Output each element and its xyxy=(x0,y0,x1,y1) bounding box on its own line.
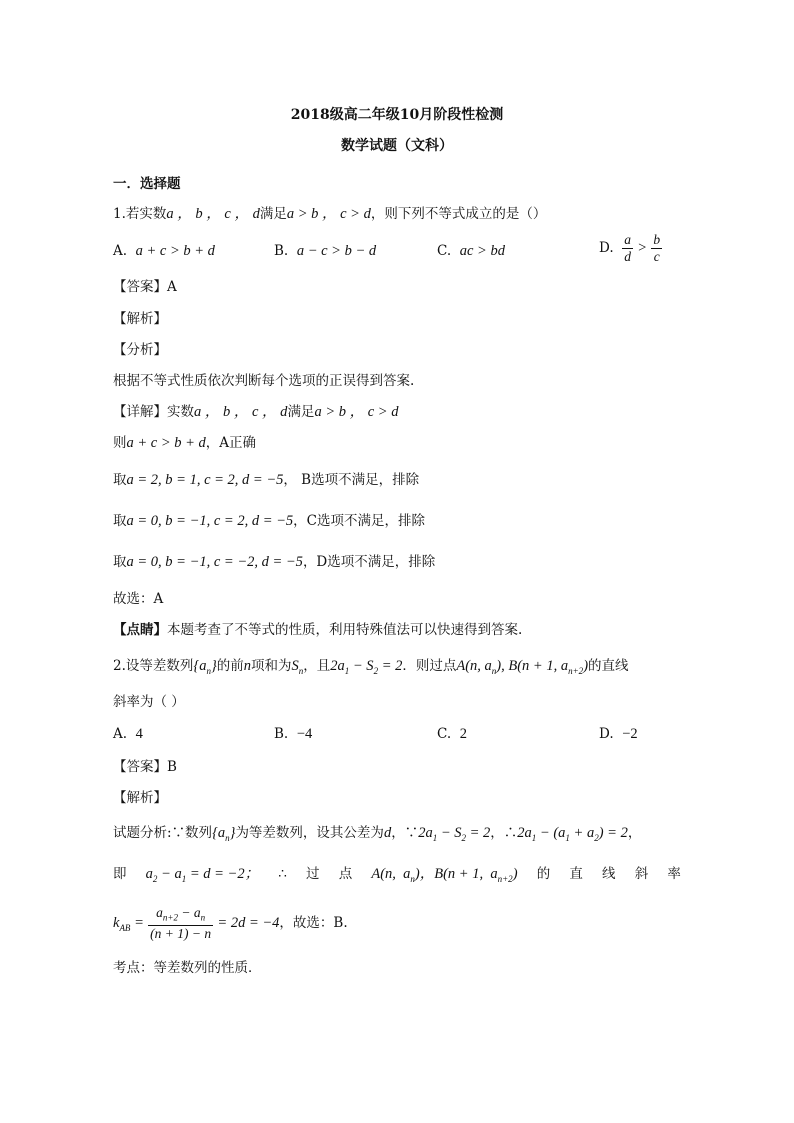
q1-line-c: 取a = 0, b = −1, c = 2, d = −5，C选项不满足，排除 xyxy=(113,513,425,529)
dianjing-text: 本题考查了不等式的性质，利用特殊值法可以快速得到答案. xyxy=(167,622,523,638)
page-title: 2018级高二年级10月阶段性检测 xyxy=(290,107,504,123)
math-expr: a = 0, b = −1, c = −2, d = −5 xyxy=(126,554,303,570)
q1-cond: a > b ， c > d xyxy=(286,206,371,222)
q1-analysis-label: 【解析】 xyxy=(113,311,167,327)
answer-label: 【答案】 xyxy=(113,279,167,295)
q1-stem-prefix: 1.若实数 xyxy=(113,206,167,222)
section-heading: 一．选择题 xyxy=(113,176,181,192)
q1-fenxi-label: 【分析】 xyxy=(113,342,167,358)
math-expr: a + c > b + d xyxy=(126,435,206,451)
detail-vars: a ， b ， c ， d xyxy=(194,404,288,420)
page-subtitle: 数学试题（文科） xyxy=(341,138,453,154)
q1-fenxi-text: 根据不等式性质依次判断每个选项的正误得到答案. xyxy=(113,373,415,389)
math-expr: a = 0, b = −1, c = 2, d = −5 xyxy=(126,513,294,529)
q2-option-a: A. 4 xyxy=(113,726,143,742)
q2-kaodian: 考点：等差数列的性质． xyxy=(113,960,262,976)
fraction: $\frac{a}{d}$ xyxy=(624,232,631,264)
math-expr: a = 2, b = 1, c = 2, d = −5 xyxy=(126,472,284,488)
q1-answer xyxy=(113,278,177,296)
fraction: $\frac{a_{n+2} - a_n}{(n + 1) - n}$ xyxy=(150,904,212,942)
option-letter: D. xyxy=(599,240,614,256)
detail-label: 【详解】 xyxy=(113,404,167,420)
q2-stem-line2: 斜率为（ ） xyxy=(113,694,185,710)
q1-option-b xyxy=(274,243,376,260)
q2-stem: 2.设等差数列$\{a_n\}$的前n项和为$S_n$，且$2a_1 - S_2 = 2$．则过点A(n, $a_n$), B(n + 1, $a_{n+2}$)的直线 xyxy=(113,658,629,676)
dianjing-label: 【点睛】 xyxy=(113,622,167,638)
q2-option-b: B. −4 xyxy=(274,726,313,742)
q1-vars: a ， b ， c ， d xyxy=(166,206,260,222)
q2-analysis-label: 【解析】 xyxy=(113,790,167,806)
q1-dianjing xyxy=(113,621,522,639)
q2-answer: 【答案】B xyxy=(113,759,177,775)
detail-cond: a > b ， c > d xyxy=(314,404,399,420)
fraction: $\frac{b}{c}$ xyxy=(653,232,661,264)
q1-line-d: 取a = 0, b = −1, c = −2, d = −5，D选项不满足，排除 xyxy=(113,554,436,570)
q2-option-c: C. 2 xyxy=(437,726,467,742)
option-expr: a + c > b + d xyxy=(135,243,215,259)
answer-value: A xyxy=(167,279,177,295)
q1-line-b: 取a = 2, b = 1, c = 2, d = −5， B选项不满足，排除 xyxy=(113,472,420,488)
q1-choose: 故选：A xyxy=(113,591,164,607)
q1-stem-suffix: ，则下列不等式成立的是（） xyxy=(370,206,547,222)
q1-line-a: 则a + c > b + d，A正确 xyxy=(113,435,257,451)
option-letter: B. xyxy=(274,243,289,259)
option-letter: C. xyxy=(437,243,452,259)
q2-solution-line2: 即 $a_2 - a_1 = d = -2$； ∴ 过 点 A(n, $a_n$)，B(n + 1, $a_{n+2}$) 的 直 线 斜 率 xyxy=(113,866,681,884)
q2-solution-line1: 试题分析:∵数列$\{a_n\}$为等差数列，设其公差为d，$\because 2a_1 - S_2 = 2$，$\therefore 2a_1 - (a_1 + a_2) = 2$， xyxy=(113,825,642,843)
option-letter: A. xyxy=(113,243,128,259)
q1-detail xyxy=(113,403,398,421)
relation: > xyxy=(637,240,648,256)
detail-prefix: 实数 xyxy=(167,404,194,420)
q1-option-c xyxy=(437,243,505,260)
detail-mid: 满足 xyxy=(287,404,315,420)
q1-mid: 满足 xyxy=(259,206,287,222)
q1-stem xyxy=(113,205,546,223)
q1-option-a xyxy=(113,243,215,260)
option-expr: a − c > b − d xyxy=(296,243,377,259)
option-expr: ac > bd xyxy=(459,243,505,259)
q1-option-d xyxy=(599,232,662,265)
q2-option-d: D. −2 xyxy=(599,726,638,742)
q2-slope-formula: $k_{AB}$ = $\frac{a_{n+2} - a_n}{(n + 1) - n}$ = 2d = −4，故选：B. xyxy=(113,904,348,942)
